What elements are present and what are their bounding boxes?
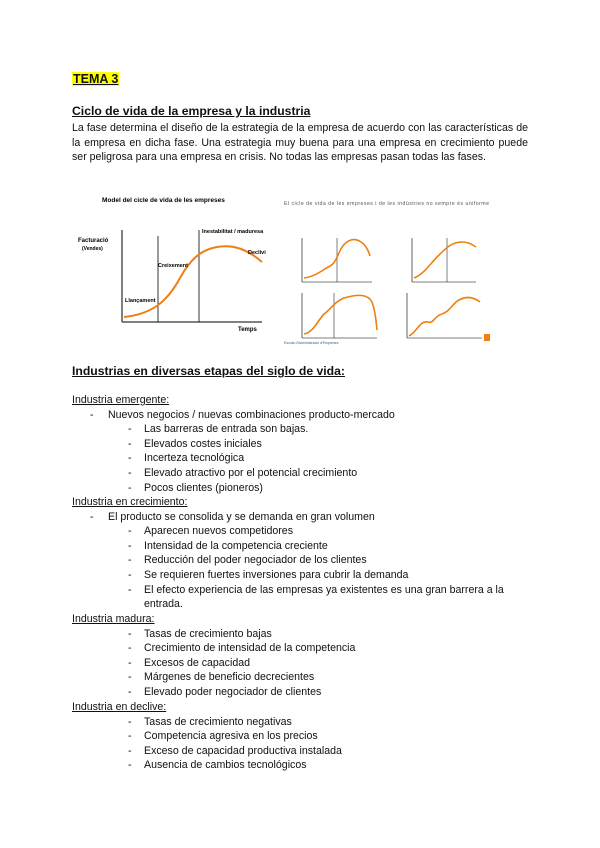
list-item: - Excesos de capacidad xyxy=(128,656,251,669)
tema-heading: TEMA 3 xyxy=(73,72,119,86)
list-item: - El efecto experiencia de las empresas ya existentes es una gran barrera a la entrada. xyxy=(128,583,504,611)
list-item: - Competencia agresiva en los precios xyxy=(128,730,318,743)
dash: - xyxy=(90,408,94,421)
list-item: - Exceso de capacidad productiva instalada xyxy=(128,744,342,757)
y-axis-sublabel: (Vendes) xyxy=(82,246,103,252)
section-declive-title: Industria en declive: xyxy=(72,701,167,713)
list-item: - Pocos clientes (pioneros) xyxy=(128,481,263,494)
stage-maturity-text: Inestabilitat / maduresa xyxy=(202,229,264,235)
stage-decline-label: Declivi xyxy=(248,250,266,256)
list-item: - Tasas de crecimiento negativas xyxy=(128,715,292,728)
section-madura xyxy=(72,612,528,700)
list-item: - Elevado atractivo por el potencial crecimiento xyxy=(128,466,358,479)
list-item: - Crecimiento de intensidad de la competencia xyxy=(128,642,356,655)
stage-growth-label: Creixement xyxy=(158,263,188,269)
stage-maturity-label xyxy=(202,229,264,235)
list-item: - Se requieren fuertes inversiones para cubrir la demanda xyxy=(128,568,409,581)
section-crecimiento xyxy=(72,495,528,612)
section-emergente xyxy=(72,393,528,495)
list-item: - Tasas de crecimiento bajas xyxy=(128,627,272,640)
figure-left-title: Model del cicle de vida de les empreses xyxy=(102,197,225,204)
list-item: - Las barreras de entrada son bajas. xyxy=(128,423,309,436)
lifecycle-model-chart xyxy=(78,197,266,333)
mini-chart-3 xyxy=(302,293,377,338)
x-axis-label: Temps xyxy=(238,327,257,333)
section-title: Ciclo de vida de la empresa y la industria xyxy=(72,104,311,118)
list-item: - Incerteza tecnológica xyxy=(128,452,245,465)
lifecycle-figures xyxy=(72,190,528,352)
mini-curve-3 xyxy=(304,295,377,334)
mini-curve-4 xyxy=(409,298,480,337)
stage-launch-label: Llançament xyxy=(125,298,156,304)
list-item: - Elevado poder negociador de clientes xyxy=(128,685,322,698)
list-item: - Nuevos negocios / nuevas combinaciones producto-mercado xyxy=(90,408,395,421)
list-item: - El producto se consolida y se demanda en gran volumen xyxy=(90,510,375,523)
mini-chart-1 xyxy=(302,238,372,282)
intro-paragraph: La fase determina el diseño de la estrategia de la empresa de acuerdo con las características de la empresa en dicha fase. Una estrategia muy buena para una empresa en crecimiento puede ser peligrosa para una empresa en crisis. No todas las empresas pasan todas las fases. xyxy=(72,122,528,164)
list-item: - Márgenes de beneficio decrecientes xyxy=(128,671,315,684)
lifecycle-variants-figure xyxy=(284,201,490,345)
section-madura-title: Industria madura: xyxy=(72,613,155,625)
list-item: - Aparecen nuevos competidores xyxy=(128,525,293,538)
section-emergente-title: Industria emergente: xyxy=(72,394,170,406)
section2-title: Industrias en diversas etapas del siglo de vida: xyxy=(72,364,345,378)
mini-curve-2 xyxy=(414,242,476,278)
mini-chart-4 xyxy=(407,293,490,341)
figure-right-caption: El cicle de vida de les empreses i de les indústries no sempre és uniforme xyxy=(284,201,489,207)
list-item: - Elevados costes iniciales xyxy=(128,437,262,450)
lifecycle-curve xyxy=(124,246,262,317)
section-crecimiento-title: Industria en crecimiento: xyxy=(72,496,188,508)
section-declive xyxy=(72,700,528,773)
list-item: - Reducción del poder negociador de los clientes xyxy=(128,554,367,567)
list-item: - Intensidad de la competencia creciente xyxy=(128,539,328,552)
slide-number-badge xyxy=(484,334,490,341)
mini-chart-2 xyxy=(412,238,476,282)
list-item: - Ausencia de cambios tecnológicos xyxy=(128,759,307,772)
figure-right-footer: Escola d'Administració d'Empreses xyxy=(284,341,339,345)
y-axis-label: Facturació xyxy=(78,238,109,244)
